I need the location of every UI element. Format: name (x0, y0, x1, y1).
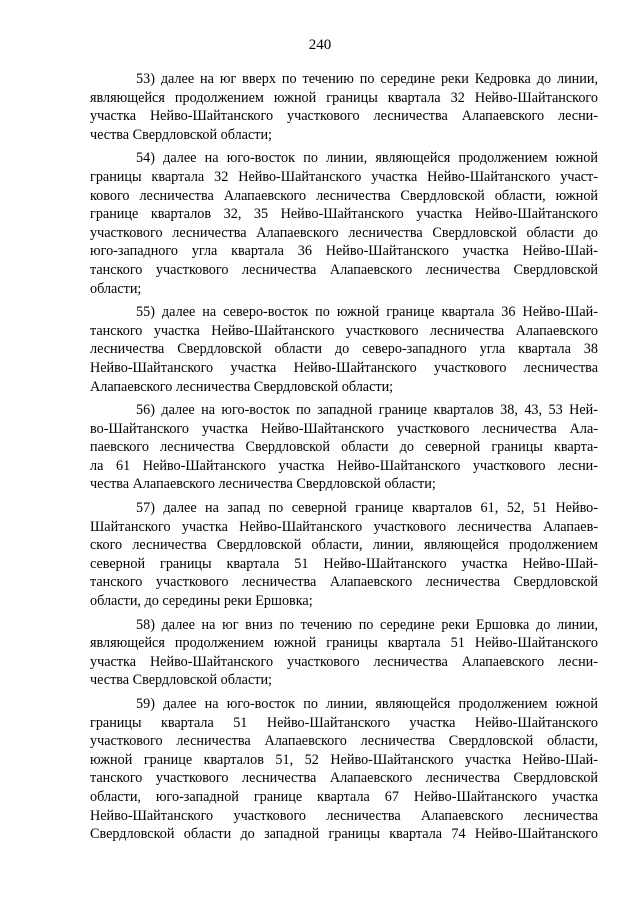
paragraph-item (90, 70, 598, 144)
paragraph-line: ла 61 Нейво-Шайтанского участка Нейво-Шайтанского участкового лесни- (90, 457, 598, 474)
paragraph-line: области, юго-западной границе квартала 67 Нейво-Шайтанского участка (90, 788, 598, 805)
paragraph-line: танского участкового лесничества Алапаевского лесничества Свердловской (90, 574, 598, 591)
paragraph-line: участка Нейво-Шайтанского участкового лесничества Алапаевского лесни- (90, 653, 598, 670)
paragraph-line: 57) далее на запад по северной границе кварталов 61, 52, 51 Нейво- (136, 500, 598, 517)
paragraph-line: ского лесничества Свердловской области, линии, являющейся продолжением (90, 537, 598, 554)
paragraph-line: являющейся продолжением южной границы квартала 51 Нейво-Шайтанского (90, 635, 598, 652)
paragraph-line: чества Свердловской области; (90, 672, 272, 689)
paragraph-line: являющейся продолжением южной границы квартала 32 Нейво-Шайтанского (90, 89, 598, 106)
paragraph-line: паевского лесничества Свердловской области до северной границы кварта- (90, 439, 598, 456)
paragraph-item (90, 616, 598, 690)
paragraph-line: лесничества Свердловской области до северо-западного угла квартала 38 (90, 341, 598, 358)
paragraph-line: участка Нейво-Шайтанского участкового лесничества Алапаевского лесни- (90, 108, 598, 125)
paragraph-line: области, до середины реки Ершовка; (90, 593, 313, 610)
paragraph-line: танского участка Нейво-Шайтанского участкового лесничества Алапаевского (90, 322, 598, 339)
paragraph-line: Свердловской области до западной границы квартала 74 Нейво-Шайтанского (90, 826, 598, 843)
page-number: 240 (308, 37, 332, 53)
paragraph-line: юго-западного угла квартала 36 Нейво-Шайтанского участка Нейво-Шай- (90, 243, 598, 260)
paragraph-line: 55) далее на северо-восток по южной границе квартала 36 Нейво-Шай- (136, 304, 598, 321)
paragraph-line: 53) далее на юг вверх по течению по середине реки Кедровка до линии, (136, 71, 598, 87)
paragraph-line: северной границы квартала 51 Нейво-Шайтанского участка Нейво-Шай- (90, 555, 598, 572)
paragraph-line: границе кварталов 32, 35 Нейво-Шайтанского участка Нейво-Шайтанского (90, 206, 598, 223)
paragraph-line: 54) далее на юго-восток по линии, являющейся продолжением южной (136, 150, 598, 167)
paragraph-item (90, 149, 598, 298)
paragraph-line: чества Алапаевского лесничества Свердловской области; (90, 476, 436, 493)
paragraph-line: южной границе кварталов 51, 52 Нейво-Шайтанского участка Нейво-Шай- (90, 751, 598, 768)
paragraph-line: границы квартала 51 Нейво-Шайтанского участка Нейво-Шайтанского (90, 714, 598, 731)
paragraph-line: 59) далее на юго-восток по линии, являющейся продолжением южной (136, 696, 598, 712)
paragraph-line: кового лесничества Алапаевского лесничества Свердловской области, южной (90, 187, 598, 204)
paragraph-line: Нейво-Шайтанского участка Нейво-Шайтанского участкового лесничества (90, 359, 598, 376)
paragraph-line: Алапаевского лесничества Свердловской области; (90, 378, 394, 395)
paragraph-line: 58) далее на юг вниз по течению по середине реки Ершовка до линии, (136, 616, 598, 633)
paragraph-line: 56) далее на юго-восток по западной границе кварталов 38, 43, 53 Ней- (136, 402, 598, 419)
paragraph-item (90, 695, 598, 844)
paragraph-item (90, 303, 598, 396)
paragraph-line: чества Свердловской области; (90, 126, 272, 143)
paragraph-line: Нейво-Шайтанского участкового лесничества Алапаевского лесничества (90, 807, 598, 824)
paragraph-line: танского участкового лесничества Алапаевского лесничества Свердловской (90, 770, 598, 787)
paragraph-line: участкового лесничества Алапаевского лесничества Свердловской области до (90, 224, 598, 241)
paragraph-line: границы квартала 32 Нейво-Шайтанского участка Нейво-Шайтанского участ- (90, 168, 598, 185)
paragraph-line: области; (90, 280, 142, 297)
paragraph-item (90, 401, 598, 494)
paragraph-line: танского участкового лесничества Алапаевского лесничества Свердловской (90, 261, 598, 278)
paragraph-item (90, 499, 598, 611)
paragraph-line: участкового лесничества Алапаевского лесничества Свердловской области, (90, 733, 598, 750)
paragraph-line: Шайтанского участка Нейво-Шайтанского участкового лесничества Алапаев- (90, 518, 598, 535)
paragraph-line: во-Шайтанского участка Нейво-Шайтанского участкового лесничества Ала- (90, 420, 598, 437)
document-body (90, 70, 598, 849)
